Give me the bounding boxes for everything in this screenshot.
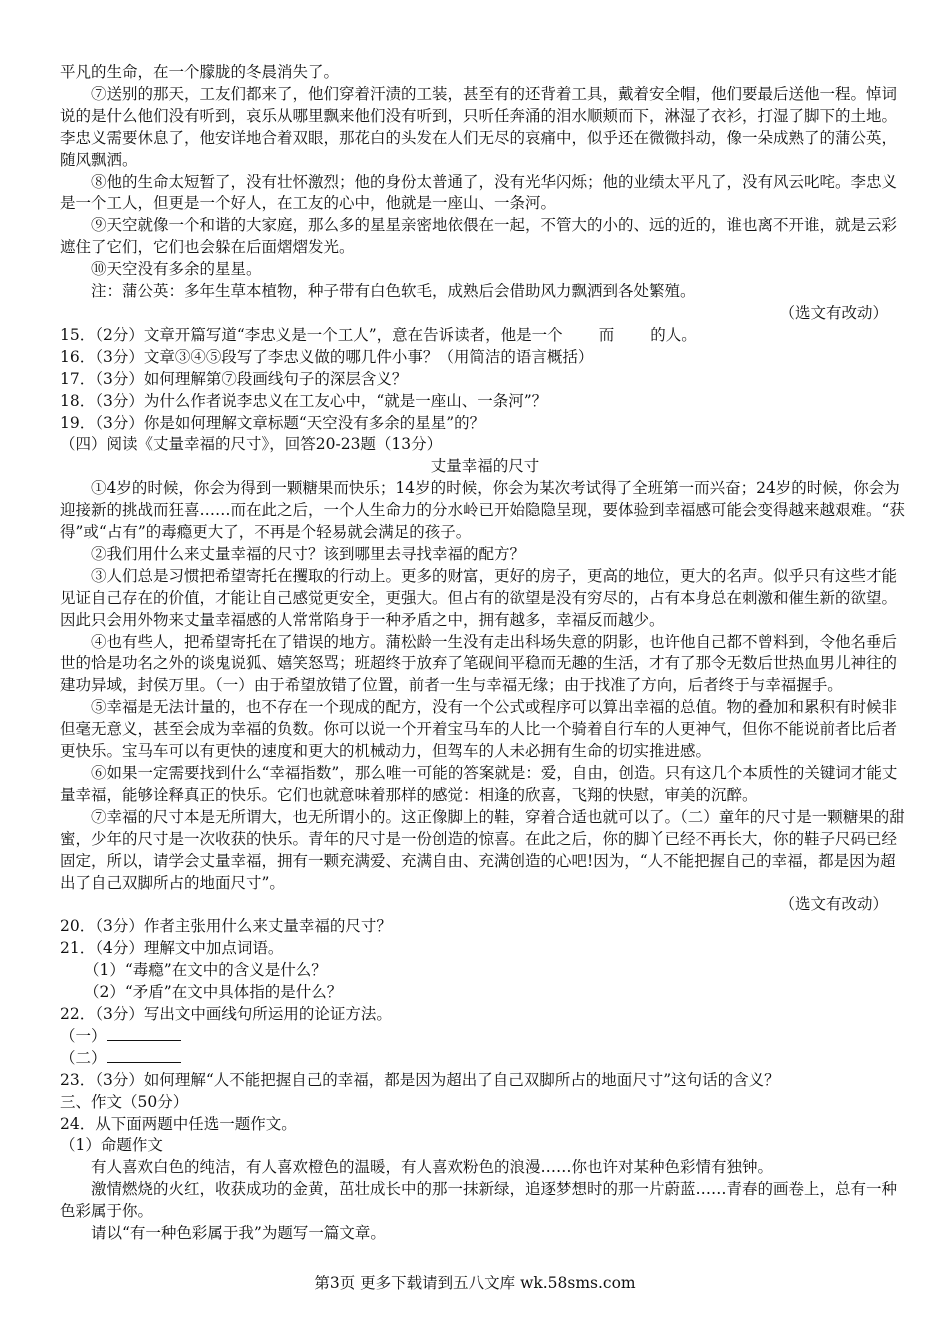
source-note: （选文有改动）: [779, 303, 888, 322]
question-17: 17．（3分）如何理解第⑦段画线句子的深层含义？: [60, 369, 408, 388]
article-title: 丈量幸福的尺寸: [430, 457, 540, 476]
question-20: 20．（3分）作者主张用什么来丈量幸福的尺寸？: [60, 917, 392, 936]
section-4-header: （四）阅读《丈量幸福的尺寸》，回答20-23题（13分）: [60, 435, 443, 454]
page-footer: 第3页 更多下载请到五八文库 wk.58sms.com: [314, 1274, 636, 1292]
q15-text: 15．（2分）文章开篇写道“李忠义是一个工人”，意在告诉读者，他是一个: [60, 325, 563, 344]
question-19: 19．（3分）你是如何理解文章标题“天空没有多余的星星”的？: [60, 413, 486, 432]
essay-paragraph: 有人喜欢白色的纯洁，有人喜欢橙色的温暖，有人喜欢粉色的浪漫……你也许对某种色彩情有独钟。: [91, 1158, 774, 1177]
question-18: 18．（3分）为什么作者说李忠义在工友心中，“就是一座山、一条河”？: [60, 391, 548, 410]
answer-blank[interactable]: [107, 1026, 181, 1041]
passage-line: 平凡的生命，在一个朦胧的冬晨消失了。: [60, 63, 340, 81]
article-paragraph: ②我们用什么来丈量幸福的尺寸？该到哪里去寻找幸福的配方？: [91, 544, 526, 563]
question-21-1: （1）“毒瘾”在文中的含义是什么？: [84, 961, 327, 980]
question-24: 24．从下面两题中任选一题作文。: [60, 1114, 297, 1133]
question-23: 23．（3分）如何理解“人不能把握自己的幸福，都是因为超出了自己双脚所占的地面尺寸”这句话的含义？: [60, 1070, 780, 1089]
passage-paragraph-9: ⑨天空就像一个和谐的大家庭，那么多的星星亲密地依偎在一起，不管大的小的、远的近的，谁也离不开谁，就是云彩遮住了它们，它们也会躲在后面熠熠发光。: [60, 216, 898, 257]
question-22-2: [60, 1048, 910, 1070]
article-paragraph: ⑤幸福是无法计量的，也不存在一个现成的配方，没有一个公式或程序可以算出幸福的总值。物的叠加和累积有时候非但毫无意义，甚至会成为幸福的负数。你可以说一个开着宝马车的人比一个骑着自行车的人更神气，但你不能说前者比后者更快乐。宝马车可以有更快的速度和更大的机械动力，但驾车的人未必拥有生命的切实推进感。: [60, 698, 898, 761]
passage-paragraph-7: ⑦送别的那天，工友们都来了，他们穿着汗渍的工装，甚至有的还背着工具，戴着安全帽，他们要最后送他一程。悼词说的是什么他们没有听到，哀乐从哪里飘来他们没有听到，只听任奔涌的泪水顺颊而下，淋湿了衣衫，打湿了脚下的土地。李忠义需要休息了，他安详地合着双眼，那花白的头发在人们无尽的哀痛中，似乎还在微微抖动，像一朵成熟了的蒲公英，随风飘洒。: [60, 84, 898, 169]
question-16: 16．（3分）文章③④⑤段写了李忠义做的哪几件小事？（用简洁的语言概括）: [60, 347, 594, 366]
article-paragraph: ⑦幸福的尺寸本是无所谓大，也无所谓小的。这正像脚上的鞋，穿着合适也就可以了。（二）童年的尺寸是一颗糖果的甜蜜，少年的尺寸是一次收获的快乐。青年的尺寸是一份创造的惊喜。在此之后，你的脚丫已经不再长大，你的鞋子尺码已经固定，所以，请学会丈量幸福，拥有一颗充满爱、充满自由、充满创造的心吧!因为，“人不能把握自己的幸福，都是因为超出了自己双脚所占的地面尺寸”。: [60, 807, 905, 892]
question-21-2: （2）“矛盾”在文中具体指的是什么？: [84, 983, 343, 1002]
exam-page: [60, 62, 910, 1245]
essay-type: （1）命题作文: [60, 1136, 163, 1155]
essay-paragraph: 请以“有一种色彩属于我”为题写一篇文章。: [91, 1224, 386, 1243]
passage-paragraph-10: ⑩天空没有多余的星星。: [91, 260, 262, 279]
q15-end: 的人。: [650, 325, 697, 344]
question-22: 22．（3分）写出文中画线句所运用的论证方法。: [60, 1004, 392, 1023]
answer-blank[interactable]: [107, 1048, 181, 1063]
essay-paragraph: 激情燃烧的火红，收获成功的金黄，茁壮成长中的那一抹新绿，追逐梦想时的那一片蔚蓝……青春的画卷上，总有一种色彩属于你。: [60, 1180, 898, 1221]
q22-2-label: （二）: [60, 1048, 107, 1067]
article-paragraph: ①4岁的时候，你会为得到一颗糖果而快乐；14岁的时候，你会为某次考试得了全班第一而兴奋；24岁的时候，你会为迎接新的挑战而狂喜……而在此之后，一个人生命力的分水岭已开始隐隐呈现，要体验到幸福感可能会变得越来越艰难。“获得”或“占有”的毒瘾更大了，不再是个轻易就会满足的孩子。: [60, 479, 905, 542]
article-paragraph: ③人们总是习惯把希望寄托在攫取的行动上。更多的财富，更好的房子，更高的地位，更大的名声。似乎只有这些才能见证自己存在的价值，才能让自己感觉更安全，更强大。但占有的欲望是没有穷尽的，占有本身总在刺激和催生新的欲望。因此只会用外物来丈量幸福感的人常常陷身于一种矛盾之中，拥有越多，幸福反而越少。: [60, 566, 898, 629]
passage-note: 注：蒲公英：多年生草本植物，种子带有白色软毛，成熟后会借助风力飘洒到各处繁殖。: [91, 282, 696, 301]
passage-paragraph-8: ⑧他的生命太短暂了，没有壮怀激烈；他的身份太普通了，没有光华闪烁；他的业绩太平凡了，没有风云叱咤。李忠义是一个工人，但更是一个好人，在工友的心中，他就是一座山、一条河。: [60, 172, 898, 213]
question-21: 21．（4分）理解文中加点词语。: [60, 939, 284, 958]
q15-mid: 而: [598, 325, 615, 344]
article-paragraph: ⑥如果一定需要找到什么“幸福指数”，那么唯一可能的答案就是：爱，自由，创造。只有这几个本质性的关键词才能丈量幸福，能够诠释真正的快乐。它们也就意味着那样的感觉：相逢的欣喜，飞翔的快慰，审美的沉醉。: [60, 764, 898, 804]
source-note: （选文有改动）: [779, 895, 888, 914]
question-22-1: [60, 1026, 910, 1048]
q22-1-label: （一）: [60, 1026, 107, 1045]
question-15: [60, 325, 910, 347]
article-paragraph: ④也有些人，把希望寄托在了错误的地方。蒲松龄一生没有走出科场失意的阴影，也许他自己都不曾料到，令他名垂后世的恰是功名之外的谈鬼说狐、嬉笑怒骂；班超终于放弃了笔砚间平稳而无趣的生活，才有了那令无数后世热血男儿神往的建功异域，封侯万里。（一）由于希望放错了位置，前者一生与幸福无缘；由于找准了方向，后者终于与幸福握手。: [60, 632, 898, 695]
section-3-header: 三、作文（50分）: [60, 1092, 189, 1111]
